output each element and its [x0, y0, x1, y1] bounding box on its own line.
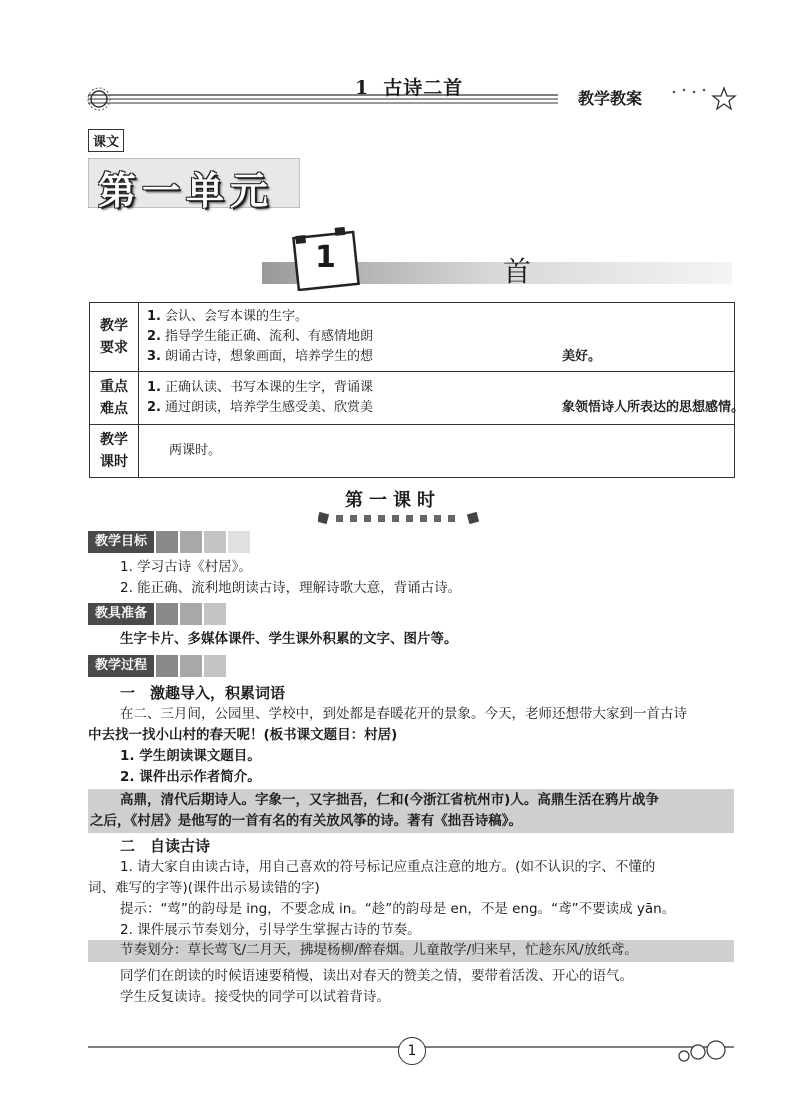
calendar-number: 1 — [315, 240, 336, 275]
tools-text: 生字卡片、多媒体课件、学生课外积累的文字、图片等。 — [120, 631, 458, 647]
requirements-table — [89, 302, 745, 478]
row-label: 教学 课时 — [90, 425, 139, 478]
poem-count-word: 首 — [503, 255, 532, 288]
stars-ornament-icon — [668, 84, 738, 114]
part2-step-cont: 词、难写的字等)(课件出示易读错的字) — [88, 880, 320, 896]
row-content: 两课时。 — [139, 425, 735, 478]
lesson-heading: 第一课时 — [345, 490, 441, 511]
part1-step: 1. 学生朗读课文题目。 — [120, 748, 261, 764]
rhythm-box: 节奏划分：草长莺飞/二月天，拂堤杨柳/醉春烟。儿童散学/归来早，忙趁东风/放纸鸢。 — [88, 940, 734, 962]
header-rule — [88, 93, 558, 107]
recite-paragraph: 学生反复读诗。接受快的同学可以试着背诗。 — [120, 989, 390, 1005]
part2-step: 1. 请大家自由读古诗，用自己喜欢的符号标记应重点注意的地方。(如不认识的字、不懂的 — [120, 859, 656, 875]
badge-kewen: 课文 — [88, 129, 124, 152]
lesson-title: 1 古诗二首 — [355, 77, 464, 99]
part2-step: 2. 课件展示节奏划分，引导学生掌握古诗的节奏。 — [120, 922, 421, 938]
part1-title: 一 激趣导入，积累词语 — [120, 684, 286, 702]
author-box: 高鼎，清代后期诗人。字象一，又字拙吾，仁和(今浙江省杭州市)人。高鼎生活在鸦片战争 之后，《村居》是他写的一首有名的有关放风筝的诗。著有《拙吾诗稿》。 — [88, 789, 734, 833]
table-row — [90, 303, 735, 372]
row-content: 1. 会认、会写本课的生字。 2. 指导学生能正确、流利、有感情地朗 3. 朗诵古诗，想象画面，培养学生的想 美好。 — [139, 303, 735, 372]
part1-paragraph-cont: 中去找一找小山村的春天呢！(板书课文题目：村居) — [88, 727, 398, 743]
section-tag-goals: 教学目标 — [88, 531, 250, 553]
row-content: 1. 正确认读、书写本课的生字，背诵课 2. 通过朗读，培养学生感受美、欣赏美 象领悟诗人所表达的思想感情。 — [139, 372, 735, 425]
page-number: 1 — [398, 1037, 426, 1065]
lesson-dots-ornament — [318, 512, 488, 524]
part2-title: 二 自读古诗 — [120, 837, 211, 855]
bubbles-ornament-icon — [676, 1038, 736, 1068]
hint-text: 提示：“莺”的韵母是 ing，不要念成 in。“趁”的韵母是 en，不是 eng。“鸢”不要读成 yān。 — [120, 901, 676, 917]
header-right-label: 教学教案 — [578, 89, 643, 108]
goal-item: 2. 能正确、流利地朗读古诗，理解诗歌大意，背诵古诗。 — [120, 580, 462, 596]
section-tag-tools: 教具准备 — [88, 603, 226, 625]
table-row — [90, 425, 735, 478]
goal-item: 1. 学习古诗《村居》。 — [120, 559, 252, 575]
sun-ornament-icon — [86, 86, 112, 112]
unit-title: 第一单元 — [98, 169, 275, 213]
reading-paragraph: 同学们在朗读的时候语速要稍慢，读出对春天的赞美之情，要带着活泼、开心的语气。 — [120, 968, 633, 984]
table-row — [90, 372, 735, 425]
part1-step: 2. 课件出示作者简介。 — [120, 769, 261, 785]
row-label: 重点 难点 — [90, 372, 139, 425]
row-label: 教学 要求 — [90, 303, 139, 372]
section-tag-process: 教学过程 — [88, 655, 226, 677]
part1-paragraph: 在二、三月间，公园里、学校中，到处都是春暖花开的景象。今天，老师还想带大家到一首古诗 — [120, 706, 687, 722]
